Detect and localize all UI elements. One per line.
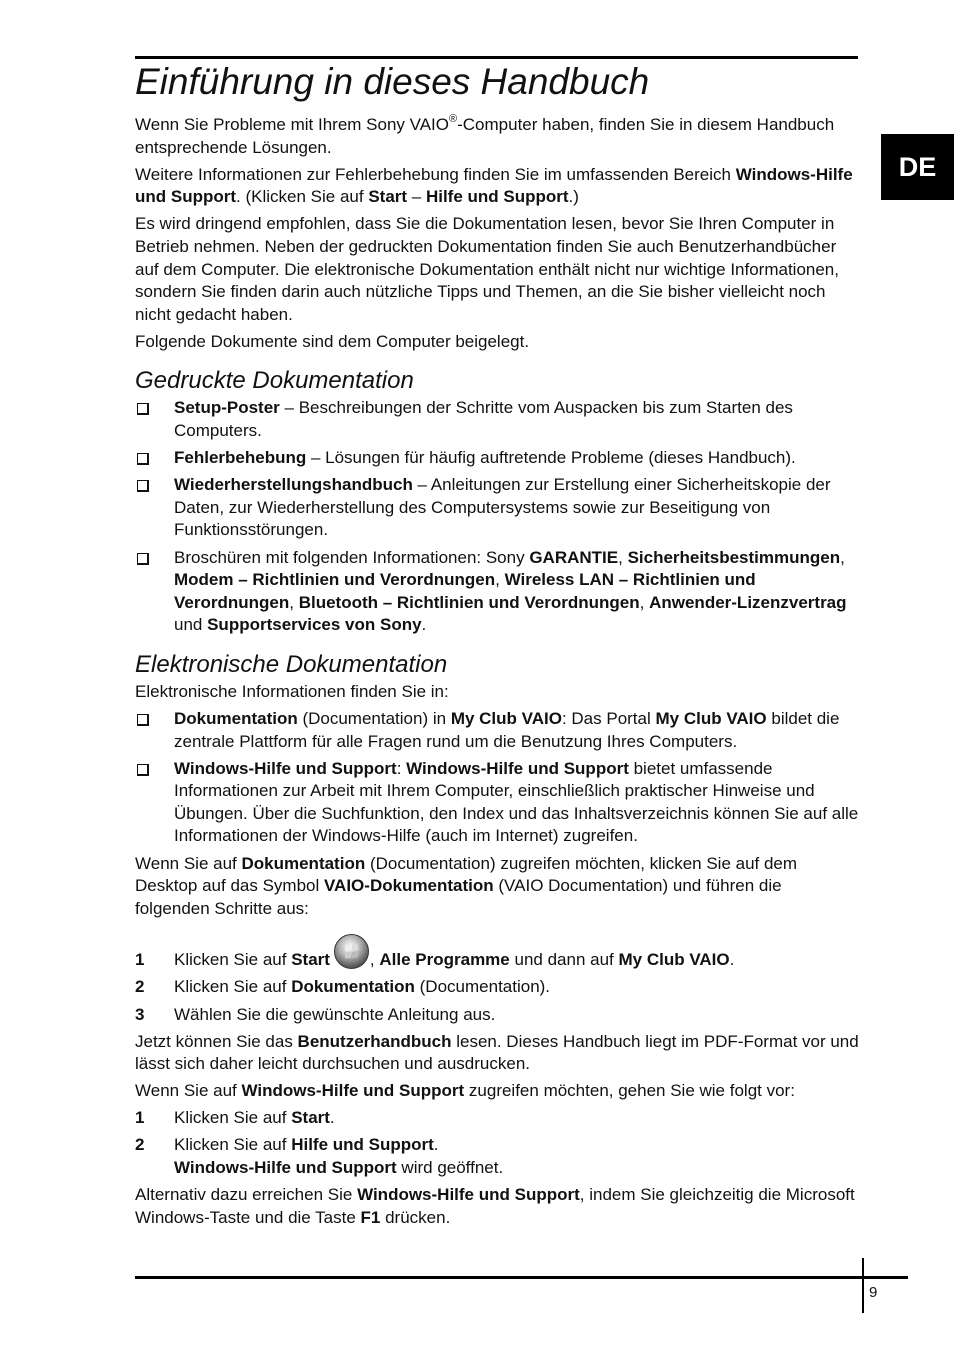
electronic-docs-lead: Elektronische Informationen finden Sie in: — [135, 681, 449, 701]
step-number: 3 — [135, 1004, 145, 1024]
registered-mark: ® — [449, 113, 458, 125]
page-number: 9 — [869, 1284, 878, 1301]
bottom-rule — [135, 1276, 908, 1279]
step-number: 1 — [135, 950, 145, 970]
top-rule — [135, 56, 858, 59]
step-item: 3 Wählen Sie die gewünschte Anleitung aus. — [135, 1004, 859, 1027]
intro-paragraph-3: Es wird dringend empfohlen, dass Sie die Dokumentation lesen, bevor Sie Ihren Computer in Betrieb nehmen. Neben der gedruckten Dokumentation finden Sie auch Benutzerhandbücher auf dem Computer. Die elektronische Dokumentation enthält nicht nur wichtige Informationen, sondern Sie finden darin auch nützliche Tipps und Themen, an die Sie bisher vielleicht noch nicht gedacht haben. — [135, 214, 839, 324]
intro-paragraph-2: Weitere Informationen zur Fehlerbehebung finden Sie im umfassenden Bereich Windows-Hilfe und Support. (Klicken Sie auf Start – Hilfe und Support.) — [135, 164, 853, 207]
step-number: 2 — [135, 977, 145, 997]
checkbox-bullet-icon — [137, 480, 149, 492]
page-content — [135, 62, 859, 1234]
electronic-docs-heading: Elektronische Dokumentation — [135, 650, 448, 678]
electronic-docs-list — [135, 708, 859, 848]
windows-start-orb-icon — [334, 934, 369, 969]
intro-paragraph-1: Wenn Sie Probleme mit Ihrem Sony VAIO®-Computer haben, finden Sie in diesem Handbuch entsprechende Lösungen. — [135, 113, 835, 157]
documentation-access-paragraph: Wenn Sie auf Dokumentation (Documentation) zugreifen möchten, klicken Sie auf dem Desktop auf das Symbol VAIO-Dokumentation (VAIO Documentation) und führen die folgenden Schritte aus: — [135, 853, 798, 918]
checkbox-bullet-icon — [137, 453, 149, 465]
list-item: Fehlerbehebung – Lösungen für häufig auftretende Probleme (dieses Handbuch). — [135, 447, 859, 470]
documentation-steps — [135, 934, 859, 1026]
list-item: Broschüren mit folgenden Informationen: Sony GARANTIE, Sicherheitsbestimmungen, Modem – Richtlinien und Verordnungen, Wireless LAN – Richtlinien und Verordnungen, Bluetooth – Richtlinien und Verordnungen, Anwender-Lizenzvertrag und Supportservices von Sony. — [135, 547, 859, 637]
user-guide-paragraph: Jetzt können Sie das Benutzerhandbuch lesen. Dieses Handbuch liegt im PDF-Format vor und lässt sich daher leicht durchsuchen und ausdrucken. — [135, 1031, 859, 1074]
page-title: Einführung in dieses Handbuch — [135, 61, 650, 102]
checkbox-bullet-icon — [137, 714, 149, 726]
list-item: Dokumentation (Documentation) in My Club VAIO: Das Portal My Club VAIO bildet die zentrale Plattform für alle Fragen rund um die Benutzung Ihres Computers. — [135, 708, 859, 753]
step-number: 1 — [135, 1108, 145, 1128]
shortcut-paragraph: Alternativ dazu erreichen Sie Windows-Hilfe und Support, indem Sie gleichzeitig die Microsoft Windows-Taste und die Taste F1 drücken. — [135, 1185, 855, 1227]
step-item: 1 Klicken Sie auf Start. — [135, 1107, 859, 1130]
checkbox-bullet-icon — [137, 764, 149, 776]
help-steps — [135, 1107, 859, 1179]
list-item: Wiederherstellungshandbuch – Anleitungen zur Erstellung einer Sicherheitskopie der Daten, zur Wiederherstellung des Computersystems sowie zur Beseitigung von Funktionsstörungen. — [135, 474, 859, 542]
step-item: 2 Klicken Sie auf Dokumentation (Documentation). — [135, 976, 859, 999]
page-number-divider — [862, 1258, 864, 1313]
step-item: 1 Klicken Sie auf Start , Alle Programme und dann auf My Club VAIO. — [135, 934, 859, 972]
printed-docs-heading: Gedruckte Dokumentation — [135, 367, 414, 395]
list-item: Setup-Poster – Beschreibungen der Schritte vom Auspacken bis zum Starten des Computers. — [135, 397, 859, 442]
list-item: Windows-Hilfe und Support: Windows-Hilfe und Support bietet umfassende Informationen zur Arbeit mit Ihrem Computer, einschließlich praktischer Hinweise und Übungen. Über die Suchfunktion, den Index und das Inhaltsverzeichnis können Sie auf alle Informationen der Windows-Hilfe (auch im Internet) zugreifen. — [135, 758, 859, 848]
step-item: 2 Klicken Sie auf Hilfe und Support. Windows-Hilfe und Support wird geöffnet. — [135, 1135, 504, 1178]
help-access-paragraph: Wenn Sie auf Windows-Hilfe und Support zugreifen möchten, gehen Sie wie folgt vor: — [135, 1081, 795, 1101]
language-tab: DE — [881, 134, 954, 200]
step-number: 2 — [135, 1135, 145, 1155]
checkbox-bullet-icon — [137, 403, 149, 415]
printed-docs-list — [135, 397, 859, 636]
intro-paragraph-4: Folgende Dokumente sind dem Computer beigelegt. — [135, 331, 530, 351]
checkbox-bullet-icon — [137, 553, 149, 565]
